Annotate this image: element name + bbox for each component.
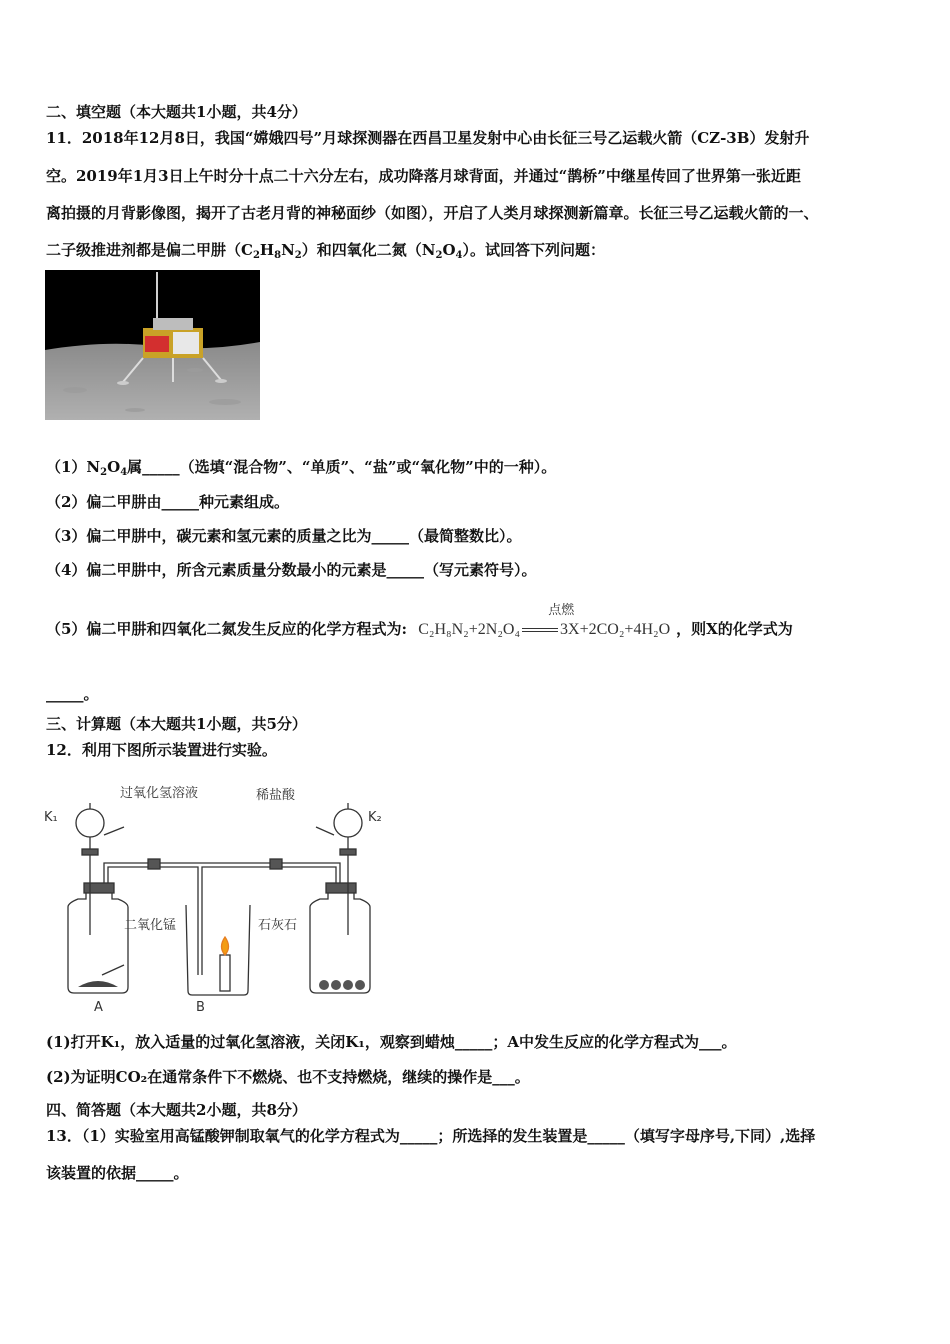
q11-text-line4: 二子级推进剂都是偏二甲肼$(C_2H_8N_2)$和四氧化二氮$(N_2O_4)$。试回答下列问题： <box>46 241 606 261</box>
label-beaker-b: B <box>196 1000 205 1015</box>
reaction-equation <box>418 602 671 640</box>
q13-text-line1: 13．（1）实验室用高锰酸钾制取氧气的化学方程式为_____；所选择的发生装置是_____（填写字母序号,下同）,选择 <box>46 1127 816 1145</box>
label-mno2: 二氧化锰 <box>124 918 177 933</box>
q13-text-line2: 该装置的依据_____。 <box>46 1164 189 1182</box>
q12-part2: (2)为证明CO₂在通常条件下不燃烧、也不支持燃烧，继续的操作是___。 <box>46 1068 530 1086</box>
q11-part5-answer-blank: _____。 <box>46 685 99 703</box>
q11-text-line1: 11．2018年12月8日，我国“嫦娥四号”月球探测器在西昌卫星发射中心由长征三号乙运载火箭（CZ-3B）发射升 <box>46 129 810 147</box>
q11-part5: （5）偏二甲肼和四氧化二氮发生反应的化学方程式为: C₂H₈N₂+2N₂O₄ 点燃 3X+2CO₂+4H₂O ，则X的化学式为 <box>46 602 793 638</box>
equation-arrow <box>522 628 558 632</box>
label-k1: K₁ <box>44 810 58 825</box>
section-heading-calculation: 三、计算题（本大题共1小题，共5分） <box>46 715 307 733</box>
reaction-condition: 点燃 <box>548 602 575 617</box>
experiment-apparatus-diagram <box>40 775 400 1015</box>
label-dilute-hcl: 稀盐酸 <box>256 788 296 803</box>
q11-part3: （3）偏二甲肼中，碳元素和氢元素的质量之比为_____（最简整数比）。 <box>46 527 522 545</box>
lunar-lander-photo <box>45 270 260 420</box>
section-heading-fill-in: 二、填空题（本大题共1小题，共4分） <box>46 103 307 121</box>
label-limestone: 石灰石 <box>258 918 298 933</box>
label-h2o2-solution: 过氧化氢溶液 <box>120 786 199 801</box>
q11-text-line2: 空。2019年1月3日上午时分十点二十六分左右，成功降落月球背面，并通过“鹊桥”中继星传回了世界第一张近距 <box>46 167 801 185</box>
label-k2: K₂ <box>368 810 382 825</box>
section-heading-short-answer: 四、简答题（本大题共2小题，共8分） <box>46 1101 307 1119</box>
q11-text-line3: 离拍摄的月背影像图，揭开了古老月背的神秘面纱（如图），开启了人类月球探测新篇章。长征三号乙运载火箭的一、 <box>46 204 819 222</box>
q11-part2: （2）偏二甲肼由_____种元素组成。 <box>46 493 289 511</box>
q11-part1: $(1)N_2O_4$属_____（选填“混合物”、“单质”、“盐”或“氧化物”中的一种）。 <box>46 458 557 478</box>
equation-left: C₂H₈N₂+2N₂O₄ <box>418 621 521 638</box>
q12-stem: 12．利用下图所示装置进行实验。 <box>46 741 277 759</box>
q11-part4: （4）偏二甲肼中，所含元素质量分数最小的元素是_____（写元素符号）。 <box>46 561 537 579</box>
equation-right: 3X+2CO₂+4H₂O <box>560 621 671 638</box>
q12-part1: (1)打开K₁，放入适量的过氧化氢溶液，关闭K₁，观察到蜡烛_____；A中发生反应的化学方程式为___。 <box>46 1033 737 1051</box>
label-bottle-a: A <box>94 1000 103 1015</box>
